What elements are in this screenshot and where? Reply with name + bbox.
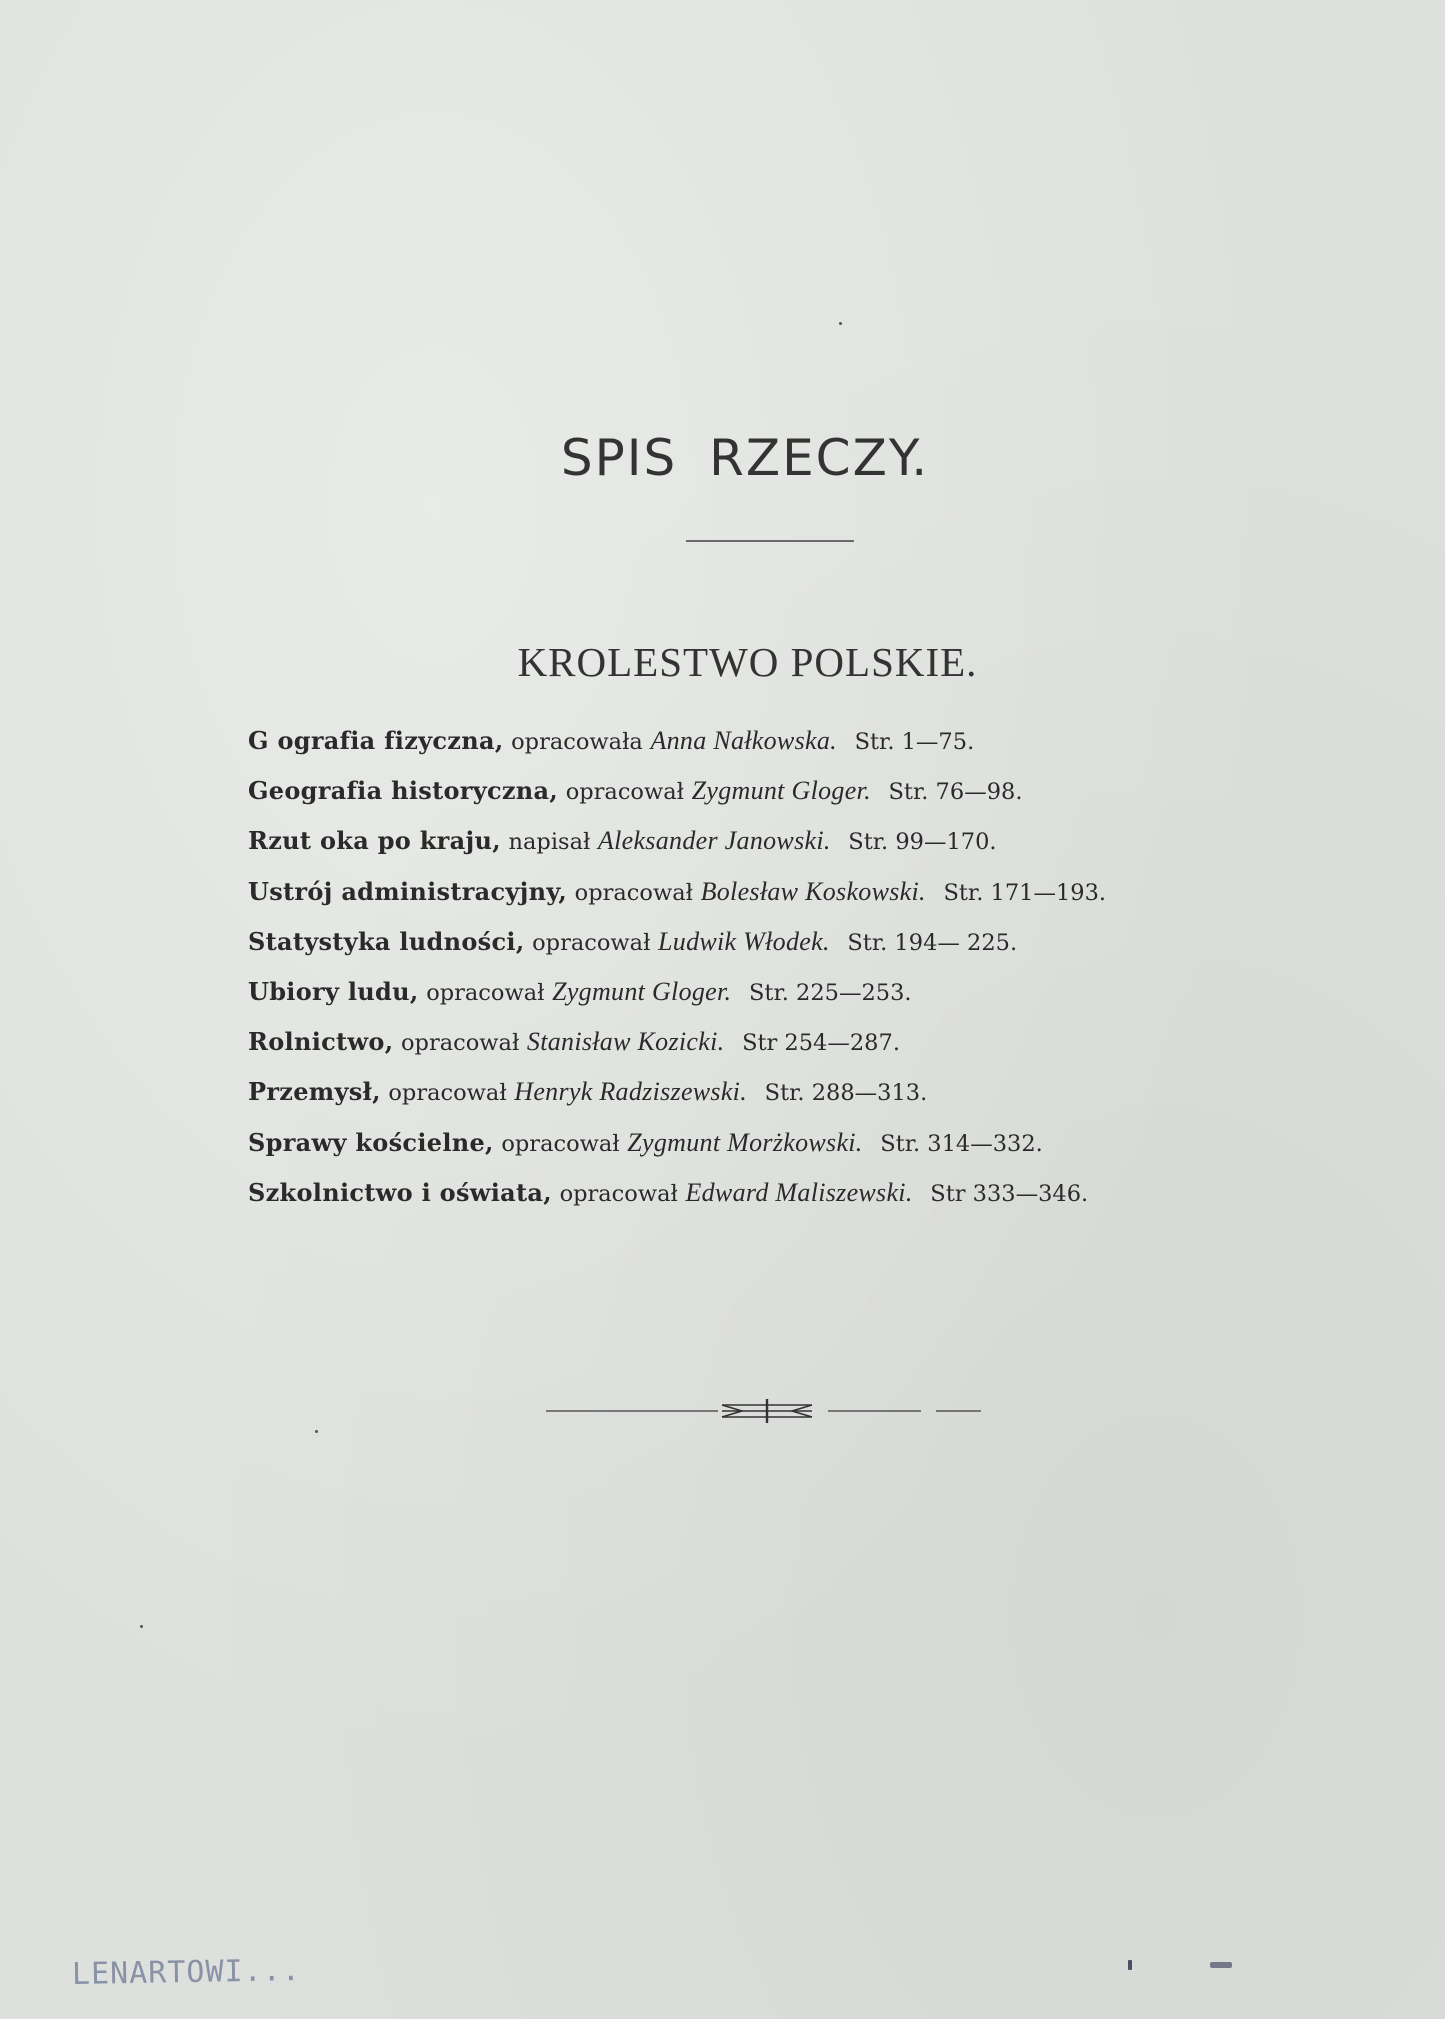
toc-pages: Str. 171—193.: [943, 879, 1107, 906]
toc-author: Stanisław Kozicki.: [526, 1027, 725, 1057]
toc-subject: Ustrój administracyjny,: [248, 876, 568, 906]
ornament-divider: [546, 1396, 981, 1426]
toc-entry: [248, 1118, 1368, 1168]
toc-subject: Rolnictwo,: [248, 1027, 394, 1057]
toc-pages: Str. 314—332.: [880, 1130, 1043, 1157]
toc-verb: opracował: [574, 879, 693, 906]
toc-author: Zygmunt Gloger.: [691, 776, 871, 806]
toc-verb: opracował: [426, 979, 545, 1006]
toc-entry: [248, 867, 1368, 917]
toc-author: Anna Nałkowska.: [650, 726, 837, 755]
paper-speck: [839, 322, 842, 325]
toc-entry: [248, 1168, 1368, 1218]
table-of-contents: [248, 716, 1368, 1218]
toc-subject: Geografia historyczna,: [248, 776, 559, 806]
toc-author: Edward Maliszewski.: [685, 1177, 913, 1207]
page-title: SPIS RZECZY.: [560, 428, 930, 487]
toc-verb: opracował: [565, 779, 684, 806]
toc-verb: napisał: [508, 829, 591, 856]
toc-verb: opracował: [532, 929, 651, 956]
toc-entry: [248, 1017, 1368, 1067]
toc-entry: [248, 766, 1368, 816]
ink-mark: [1128, 1960, 1132, 1970]
toc-author: Aleksander Janowski.: [597, 826, 831, 856]
toc-verb: opracował: [401, 1030, 520, 1057]
toc-entry: [248, 967, 1368, 1017]
toc-subject: Sprawy kościelne,: [248, 1127, 494, 1157]
toc-entry: [248, 917, 1368, 967]
toc-author: Ludwik Włodek.: [658, 926, 830, 956]
toc-author: Henryk Radziszewski.: [514, 1077, 748, 1107]
toc-pages: Str. 1—75.: [854, 729, 975, 755]
paper-speck: [140, 1625, 143, 1628]
toc-author: Zygmunt Morżkowski.: [627, 1127, 863, 1157]
toc-pages: Str. 194— 225.: [847, 929, 1018, 956]
toc-pages: Str. 288—313.: [764, 1080, 928, 1107]
toc-subject: G ografia fizyczna,: [248, 726, 504, 755]
toc-author: Zygmunt Gloger.: [552, 976, 732, 1006]
toc-subject: Przemysł,: [248, 1077, 381, 1107]
toc-pages: Str. 76—98.: [888, 779, 1023, 806]
toc-verb: opracował: [388, 1080, 507, 1107]
paper-speck: [315, 1430, 318, 1433]
toc-subject: Szkolnictwo i oświata,: [248, 1177, 552, 1207]
title-underline: [686, 540, 854, 542]
toc-verb: opracował: [559, 1180, 678, 1207]
toc-subject: Ubiory ludu,: [248, 976, 419, 1006]
ink-mark: [1210, 1962, 1232, 1968]
section-heading: KROLESTWO POLSKIE.: [517, 639, 978, 685]
toc-verb: opracował: [501, 1130, 620, 1157]
toc-entry: [248, 1067, 1368, 1117]
toc-pages: Str 333—346.: [930, 1180, 1089, 1207]
toc-entry: [248, 716, 1368, 766]
toc-pages: Str 254—287.: [742, 1030, 900, 1057]
toc-pages: Str. 99—170.: [848, 829, 997, 856]
library-stamp: LENARTOWI...: [71, 1953, 302, 1992]
toc-author: Bolesław Koskowski.: [700, 876, 926, 906]
toc-entry: [248, 816, 1368, 866]
toc-pages: Str. 225—253.: [749, 979, 912, 1006]
toc-subject: Rzut oka po kraju,: [248, 826, 501, 856]
toc-subject: Statystyka ludności,: [248, 926, 525, 956]
toc-verb: opracowała: [511, 729, 643, 755]
